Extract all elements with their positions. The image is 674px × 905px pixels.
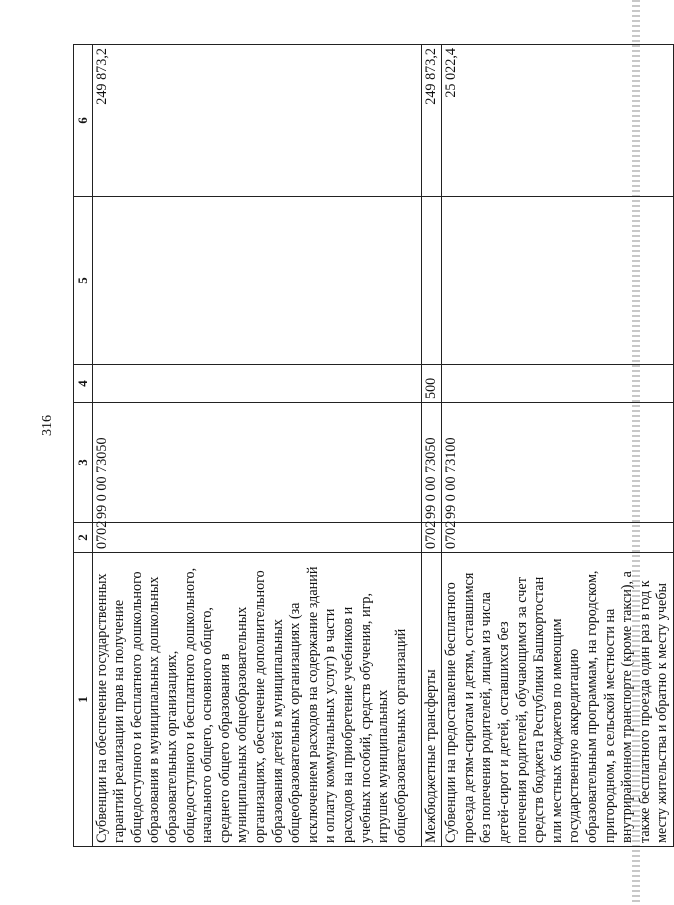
row-col5 [442,197,674,365]
row-target-code: 99 0 00 73050 [92,403,421,523]
row-amount: 249 873,2 [92,45,421,197]
col-header-1: 1 [74,553,93,847]
row-amount: 25 022,4 [442,45,674,197]
row-section-code: 0702 [442,523,674,553]
rotated-table-wrapper [73,45,671,847]
page-number: 316 [40,415,55,436]
row-target-code: 99 0 00 73050 [421,403,442,523]
row-col5 [421,197,442,365]
col-header-6: 6 [74,45,93,197]
budget-table [73,44,674,847]
row-type-code [92,365,421,403]
table-header-row [74,45,93,847]
row-name: Субвенции на предоставление бесплатного проезда детям-сиротам и детям, оставшимся без попечения родителей, лицам из числа детей-сирот и детей, оставшихся без попечения родителей, обучающимся за счет средств бюджета Республики Башкортостан или местных бюджетов по имеющим государственную аккредитацию образовательным программам, на городском, пригородном, в сельской местности на внутрирайонном транспорте (кроме такси), а также бесплатного проезда один раз в год к месту жительства и обратно к месту учебы [442,553,674,847]
col-header-3: 3 [74,403,93,523]
col-header-2: 2 [74,523,93,553]
row-name: Межбюджетные трансферты [421,553,442,847]
row-amount: 249 873,2 [421,45,442,197]
row-target-code: 99 0 00 73100 [442,403,674,523]
row-type-code [442,365,674,403]
row-name: Субвенции на обеспечение государственных гарантий реализации прав на получение общедоступного и бесплатного дошкольного образования в муниципальных дошкольных образовательных организациях, общедоступного и бесплатного дошкольного, начального общего, основного общего, среднего общего образования в муниципальных общеобразовательных организациях, обеспечение дополнительного образования детей в муниципальных общеобразовательных организациях (за исключением расходов на содержание зданий и оплату коммунальных услуг) в части расходов на приобретение учебников и учебных пособий, средств обучения, игр, игрушек муниципальных общеобразовательных организаций [92,553,421,847]
table-row [442,45,674,847]
col-header-4: 4 [74,365,93,403]
row-section-code: 0702 [92,523,421,553]
table-row [421,45,442,847]
row-col5 [92,197,421,365]
row-type-code: 500 [421,365,442,403]
row-section-code: 0702 [421,523,442,553]
table-row [92,45,421,847]
col-header-5: 5 [74,197,93,365]
